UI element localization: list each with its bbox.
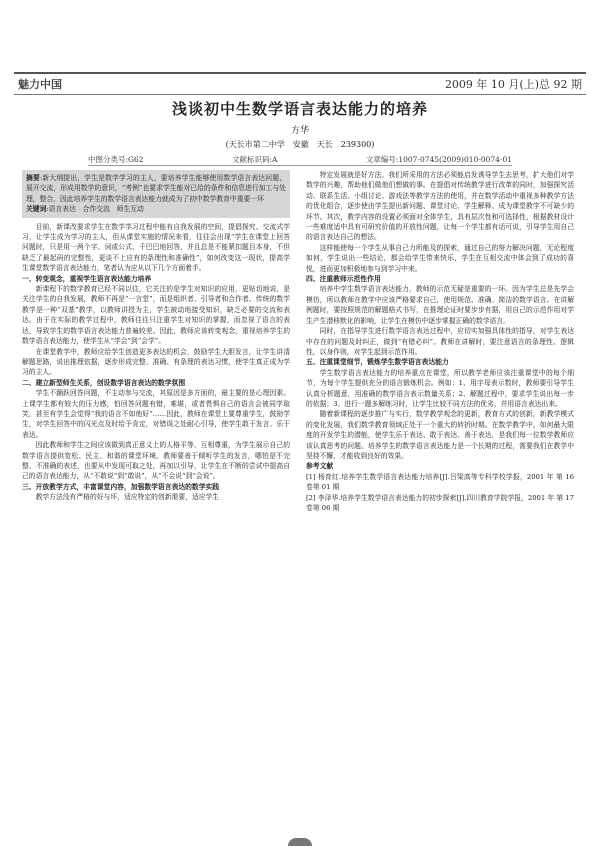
section-heading: 三、开放教学方式，丰富课堂内容，加强数学语言表达的数学实践	[22, 482, 220, 491]
issue-info: 2009 年 10 月(上)总 92 期	[444, 78, 582, 91]
right-column	[306, 170, 574, 513]
body-paragraph: 这样能使每一个学生从事自己力所能及的探索，通过自己的努力解决问题，无论程度如何，学生说出一些结论，都会给学生带来快乐，学生在互相交流中体会到了成功的喜悦，进而更加积极地参与到学习中来。	[306, 243, 574, 273]
body-paragraph: 特定发展就是好方法。我们所采用的方法必须能启发诱导学生去思考，扩大他们对学数学的兴趣，帮助他们做他们想做的事。在提倡对传统教学进行改革的同时，加强探究活动、联系生活、小组讨论、游戏法等教学方法的使用，并在数学活动中重视多种教学方法的优化组合，逐步使由学生提出新问题、课堂讨论、学生解释、成为课堂教学不可缺少的环节。其次，教学内容的设置必须面对全体学生，具有层次性和可选择性，根据教材设计一些难度适中具有可研究价值的开放性问题，让每一个学生都有话可说，引导学生用自己的语言表达自己的想法。	[306, 171, 574, 242]
article-metadata	[88, 154, 512, 166]
body-paragraph: 新课程下的数学教育已经不同以往，它关注的是学生对知识的应用，更贴切地说，是关注学生的自我发展，教师不再是“一言堂”，而是组织者、引导者和合作者。传统的数学教学是一种“双基”教学，以教师讲授为主，学生被动地接受知识，缺乏必要的交流和表达。由于在实际的教学过程中，教师往往只注重学生对知识的掌握，而忽视了语言的表达，导致学生的数学语言表达能力普遍较差。因此，教师应该转变观念，重视培养学生的数学语言表达能力，使学生从“学会”到“会学”。	[22, 285, 290, 346]
section-heading: 四、注重教师示范性作用	[306, 275, 381, 284]
body-paragraph: 培养中学生数学语言表达能力，教师的示范无疑是重要的一环。因为学生总是先学会模仿，所以教师在教学中应该严格要求自己，使用规范、准确、简洁的数学语言。在讲解例题时，要按照规范的解题格式书写，在推理论证时要步步有据，用自己的示范作用对学生产生潜移默化的影响，让学生在模仿中逐步掌握正确的数学语言。	[306, 285, 574, 325]
reference-item: [2] 李泽华.培养学生数学语言表达能力的初步探索[J].四川教育学院学报，2001 年 第 17 卷第 06 期	[306, 493, 574, 512]
keywords-paragraph	[26, 204, 286, 214]
keywords-label: 关键词	[26, 205, 47, 214]
keywords-text: :语言表达 合作交流 师生互动	[46, 205, 144, 214]
body-paragraph: 因此教师和学生之间应该做到真正意义上的人格平等、互相尊重，为学生展示自己的数学语言提供宽松、民主、和谐的课堂环境。教师要善于倾听学生的发言，哪怕是不完整、不准确的表述，也要从中发现可取之处，再加以引导，让学生在不断的尝试中提高自己的语言表达能力，从“不敢说”到“敢说”，从“不会说”到“会说”。	[22, 441, 290, 481]
page-ornament	[288, 838, 312, 846]
section-heading: 二、建立新型师生关系，创设数学语言表达的数学氛围	[22, 378, 186, 387]
body-paragraph: 在课堂教学中，教师应给学生创造更多表达的机会，鼓励学生大胆发言，让学生讲清解题思路，说出推理依据，逐步形成完整、准确、有条理的表达习惯，使学生真正成为学习的主人。	[22, 347, 290, 377]
reference-item: [1] 杨育红.培养学生数学语言表达能力培养[J].吕梁高等专科学校学报，2001 年 第 16 卷第 01 期	[306, 472, 574, 492]
body-paragraph: 教学方法没有严格的好与坏，适应特定的创新需要，适应学生	[35, 493, 220, 502]
journal-name: 魅力中国	[18, 78, 62, 91]
abstract-text: :新大纲提出，学生是数学学习的主人，要培养学生能够使用数学语言表达问题，展开交流，形成用数学的意识，“考例”也要求学生能对已给的条件和信息进行加工与处理，整合，因此培养学生的数学语言表达能力就成为了初中数学教育中重要一环	[26, 174, 286, 203]
document-code: 文献标识码:A	[231, 155, 278, 164]
abstract-label: 摘要	[26, 174, 40, 182]
references-heading: 参考文献	[306, 462, 334, 471]
body-paragraph: 随着新课程的逐步推广与实行，数学教学观念的更新，教育方式的创新，新教学模式的变化发展，我们数学教育领域正处于一个重大的转折时期。在数学教学中，如何最大限度的开发学生的潜能，使学生乐于表达、敢于表达、善于表达，是我们每一位数学教师应该认真思考的问题。培养学生的数学语言表达能力是一个长期的过程，需要我们在教学中坚持不懈，才能收到良好的效果。	[306, 410, 574, 460]
article-title: 浅谈初中生数学语言表达能力的培养	[171, 100, 428, 118]
abstract-box	[22, 170, 290, 218]
left-column	[22, 170, 290, 503]
author-name: 方华	[290, 126, 309, 136]
body-paragraph: 学生数学语言表达能力的培养重点在课堂，所以教学老师应该注重课堂中的每个细节，为每个学生提供充分的语言锻炼机会。例如：1、用字母表示数时，教师要引导学生认真分析题意，用准确的数学语言表示数量关系；2、解题过程中，要求学生说出每一步的依据；3、进行一题多解练习时，让学生比较不同方法的优劣，并用语言表达出来。	[306, 368, 574, 408]
section-heading: 五、注重课堂细节，锻炼学生数学语言表达能力	[306, 358, 449, 367]
article-number: 文章编号:1007-0745(2009)010-0074-01	[365, 155, 512, 164]
classification-number: 中图分类号:G62	[88, 155, 144, 164]
section-heading: 一、转变观念，重视学生语言表达能力培养	[22, 274, 152, 283]
body-paragraph: 学生不踊跃回答问题，不主动参与交流，其原因是多方面的，最主要的是心理因素。上课学生都有较大的压力感，怕回答问题有错，难堪，或者畏惧自己的语言会被同学取笑，甚至有学生会觉得“我的语言不如他好”……因此，教师在课堂上要尊重学生，鼓励学生，对学生回答中的闪光点及时给予肯定，对错误之处耐心引导，使学生敢于发言、乐于表达。	[22, 389, 290, 439]
abstract-paragraph	[26, 173, 286, 204]
running-header	[14, 72, 586, 95]
body-paragraph: 同时，在指导学生进行数学语言表达过程中，应切实加强具体性的指导，对学生表达中存在的问题及时纠正，做到“有错必纠”。教师在讲解时，要注意语言的条理性、逻辑性，以身作则，对学生起到示范作用。	[306, 327, 574, 356]
body-paragraph: 目前，新课改要求学生在数学学习过程中能有自我发展的空间，提倡探究、交流式学习，让学生成为学习的主人，但从课堂实施的情况来看，往往会出现“学生在课堂上回答问题时，只是用一两个字、词或公式、千巴巴地回答，并且总是不能紧扣题目本身，不但缺乏了最起码的完整性，更谈不上应有的条理性和准确性”，如何改变这一现状，提高学生课堂数学语言表达能力，笔者认为应从以下几个方面着手。	[22, 222, 290, 273]
author-affiliation: (天长市第二中学 安徽 天长 239300)	[225, 140, 375, 149]
